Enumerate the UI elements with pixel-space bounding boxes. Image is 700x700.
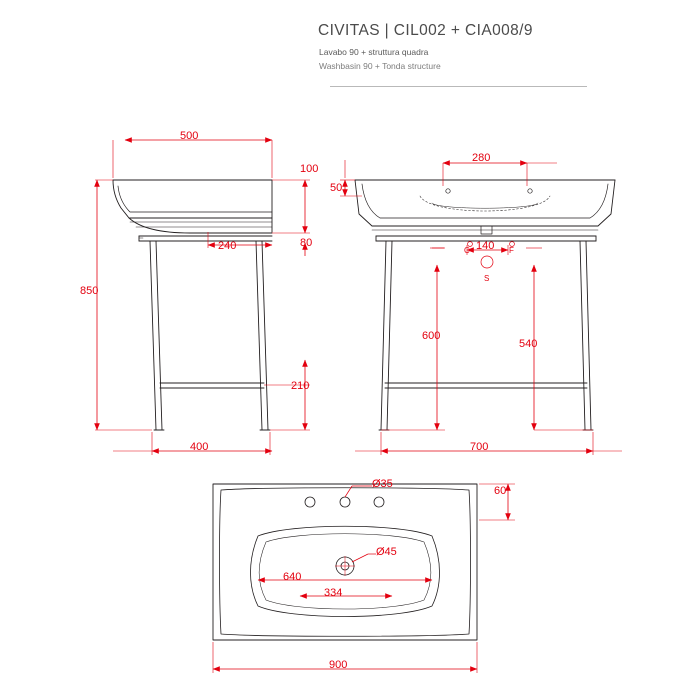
dim-front-waste-height: 600	[422, 330, 441, 342]
dim-front-tap-offset: 280	[472, 152, 491, 164]
dim-side-apron-sub: 80	[300, 237, 313, 249]
dim-front-supply-height: 540	[519, 338, 538, 350]
waste-mark: S	[484, 274, 490, 283]
dim-side-top-width: 500	[180, 130, 199, 142]
dim-side-total-height: 850	[80, 285, 99, 297]
dim-front-rim-thickness: 50	[330, 182, 343, 194]
subtitle-italian: Lavabo 90 + struttura quadra	[319, 47, 429, 57]
dim-side-base-width: 400	[190, 441, 209, 453]
dim-plan-rear-offset: 60	[494, 485, 507, 497]
cold-mark: C	[464, 246, 470, 255]
dim-front-base-width: 700	[470, 441, 489, 453]
dim-plan-overall-width: 900	[329, 659, 348, 671]
hot-mark: F	[509, 246, 514, 255]
subtitle-english: Washbasin 90 + Tonda structure	[319, 61, 441, 71]
dim-plan-bowl-width: 640	[283, 571, 302, 583]
dim-plan-taphole-dia: Ø35	[372, 478, 393, 490]
dim-plan-waste-dia: Ø45	[376, 546, 397, 558]
dim-side-apron-height: 100	[300, 163, 319, 175]
dim-side-rail-height: 210	[291, 380, 310, 392]
page-title: CIVITAS | CIL002 + CIA008/9	[318, 22, 533, 39]
dim-side-basin-depth: 240	[218, 240, 237, 252]
dim-front-waste-spacing: 140	[476, 240, 495, 252]
dim-plan-bowl-depth: 334	[324, 587, 343, 599]
